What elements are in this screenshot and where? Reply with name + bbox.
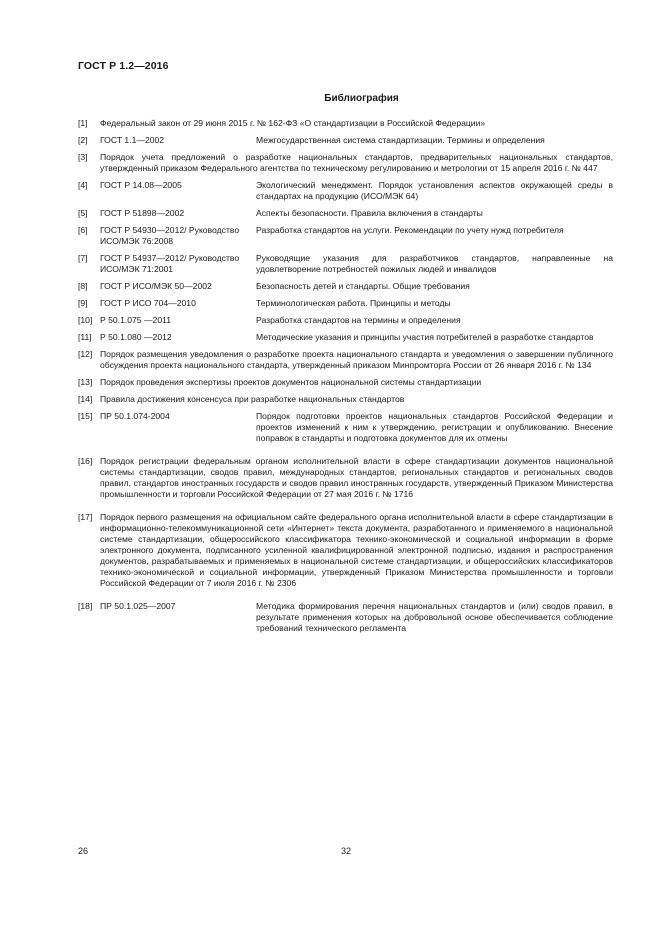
document-header: ГОСТ Р 1.2—2016 xyxy=(78,60,169,72)
page-number: 26 xyxy=(78,846,89,856)
entry-text: Федеральный закон от 29 июня 2015 г. № 162-ФЗ «О стандартизации в Российской Федерации» xyxy=(100,118,486,128)
entry-code: ГОСТ Р 14.08—2005 xyxy=(100,180,182,190)
bibliography-entry xyxy=(78,152,613,174)
entry-number: [5] xyxy=(78,208,88,218)
entry-code: Р 50.1.080 —2012 xyxy=(100,332,172,342)
bibliography-list xyxy=(78,118,613,634)
entry-code: ГОСТ Р 51898—2002 xyxy=(100,208,185,218)
bibliography-entry xyxy=(78,512,613,589)
entry-number: [8] xyxy=(78,281,88,291)
entry-number: [17] xyxy=(78,512,93,522)
entry-code: ГОСТ Р ИСО 704—2010 xyxy=(100,298,196,308)
bibliography-entry xyxy=(78,135,613,146)
entry-number: [2] xyxy=(78,135,88,145)
entry-text: Порядок подготовки проектов национальных стандартов Российской Федерации и проектов изменений к ним к утверждению, регистрации и опубликованию. Внесение поправок в стандарты и подготовка документов для их отмены xyxy=(256,411,613,443)
entry-number: [3] xyxy=(78,152,88,162)
entry-text: Порядок размещения уведомления о разработке проекта национального стандарта и уведомления о завершении публичного обсуждения проекта национального стандарта, утвержденный приказом Минпромторга России от 26 января 2016 г. № 134 xyxy=(100,349,613,370)
entry-number: [9] xyxy=(78,298,88,308)
entry-text: Порядок проведения экспертизы проектов документов национальной системы стандартизации xyxy=(100,377,482,387)
bibliography-entry xyxy=(78,118,613,129)
entry-text: Разработка стандартов на услуги. Рекомендации по учету нужд потребителя xyxy=(256,225,564,235)
entry-text: Методика формирования перечня национальных стандартов и (или) сводов правил, в результате применения которых на добровольной основе обеспечивается соблюдение требований технического регламента xyxy=(256,601,613,633)
entry-text: Правила достижения консенсуса при разработке национальных стандартов xyxy=(100,394,405,404)
entry-text: Порядок регистрации федеральным органом исполнительной власти в сфере стандартизации документов национальной системы стандартизации, сводов правил, международных стандартов, региональных стандартов и региональных сводов правил, стандартов иностранных государств и сводов правил иностранных государств, утвержденный Приказом Министерства промышленности и торговли Российской Федерации от 27 мая 2016 г. № 1716 xyxy=(100,456,613,499)
entry-number: [1] xyxy=(78,118,88,128)
bibliography-entry xyxy=(78,456,613,500)
entry-code: ПР 50.1.074-2004 xyxy=(100,411,170,421)
bibliography-entry xyxy=(78,298,613,309)
entry-code: Р 50.1.075 —2011 xyxy=(100,315,172,325)
bibliography-entry xyxy=(78,281,613,292)
bibliography-entry xyxy=(78,601,613,634)
entry-number: [15] xyxy=(78,411,93,421)
bibliography-entry xyxy=(78,180,613,202)
entry-number: [16] xyxy=(78,456,93,466)
entry-number: [10] xyxy=(78,315,93,325)
entry-text: Методические указания и принципы участия потребителей в разработке стандартов xyxy=(256,332,594,342)
entry-code: ГОСТ Р 54930—2012/ Руководство ИСО/МЭК 76:2008 xyxy=(100,225,240,246)
bibliography-entry xyxy=(78,411,613,444)
entry-code: ГОСТ 1.1—2002 xyxy=(100,135,165,145)
bibliography-entry xyxy=(78,225,613,247)
entry-text: Аспекты безопасности. Правила включения в стандарты xyxy=(256,208,483,218)
entry-number: [18] xyxy=(78,601,93,611)
bibliography-entry xyxy=(78,253,613,275)
entry-text: Экологический менеджмент. Порядок установления аспектов окружающей среды в стандартах на продукцию (ИСО/МЭК 64) xyxy=(256,180,613,201)
entry-text: Порядок первого размещения на официальном сайте федерального органа исполнительной власти в сфере стандартизации в информационно-телекоммуникационной сети «Интернет» текста документа, разработанного и применяемого в национальной системе стандартизации, общероссийского классификатора технико-экономической и социальной информации в форме электронного документа, подписанного усиленной квалифицированной электронной подписью, издания и распространения документов, разрабатываемых и применяемых в национальной системе стандартизации, и общероссийских классификаторов технико-экономической и социальной информации, утвержденный Приказом Министерства промышленности и торговли Российской Федерации от 7 июля 2016 г. № 2306 xyxy=(100,512,613,588)
bibliography-entry xyxy=(78,394,613,405)
entry-text: Разработка стандартов на термины и определения xyxy=(256,315,461,325)
entry-text: Межгосударственная система стандартизации. Термины и определения xyxy=(256,135,545,145)
entry-text: Терминологическая работа. Принципы и методы xyxy=(256,298,451,308)
bibliography-entry xyxy=(78,349,613,371)
sheet-number: 32 xyxy=(341,846,352,856)
entry-text: Безопасность детей и стандарты. Общие требования xyxy=(256,281,470,291)
bibliography-title: Библиография xyxy=(324,93,399,104)
entry-number: [6] xyxy=(78,225,88,235)
entry-code: ГОСТ Р ИСО/МЭК 50—2002 xyxy=(100,281,212,291)
entry-number: [11] xyxy=(78,332,92,342)
bibliography-entry xyxy=(78,332,613,343)
bibliography-entry xyxy=(78,208,613,219)
bibliography-entry xyxy=(78,377,613,388)
entry-number: [13] xyxy=(78,377,93,387)
entry-code: ГОСТ Р 54937—2012/ Руководство ИСО/МЭК 71:2001 xyxy=(100,253,240,274)
entry-text: Руководящие указания для разработчиков стандартов, направленные на удовлетворение потребностей пожилых людей и инвалидов xyxy=(256,253,613,274)
entry-number: [12] xyxy=(78,349,93,359)
entry-number: [7] xyxy=(78,253,88,263)
entry-number: [4] xyxy=(78,180,88,190)
entry-text: Порядок учета предложений о разработке национальных стандартов, предварительных национальных стандартов, утвержденный приказом Федерального агентства по техническому регулированию и метрологии от 15 апреля 2016 г. № 447 xyxy=(100,152,613,173)
bibliography-entry xyxy=(78,315,613,326)
entry-code: ПР 50.1.025—2007 xyxy=(100,601,176,611)
entry-number: [14] xyxy=(78,394,93,404)
